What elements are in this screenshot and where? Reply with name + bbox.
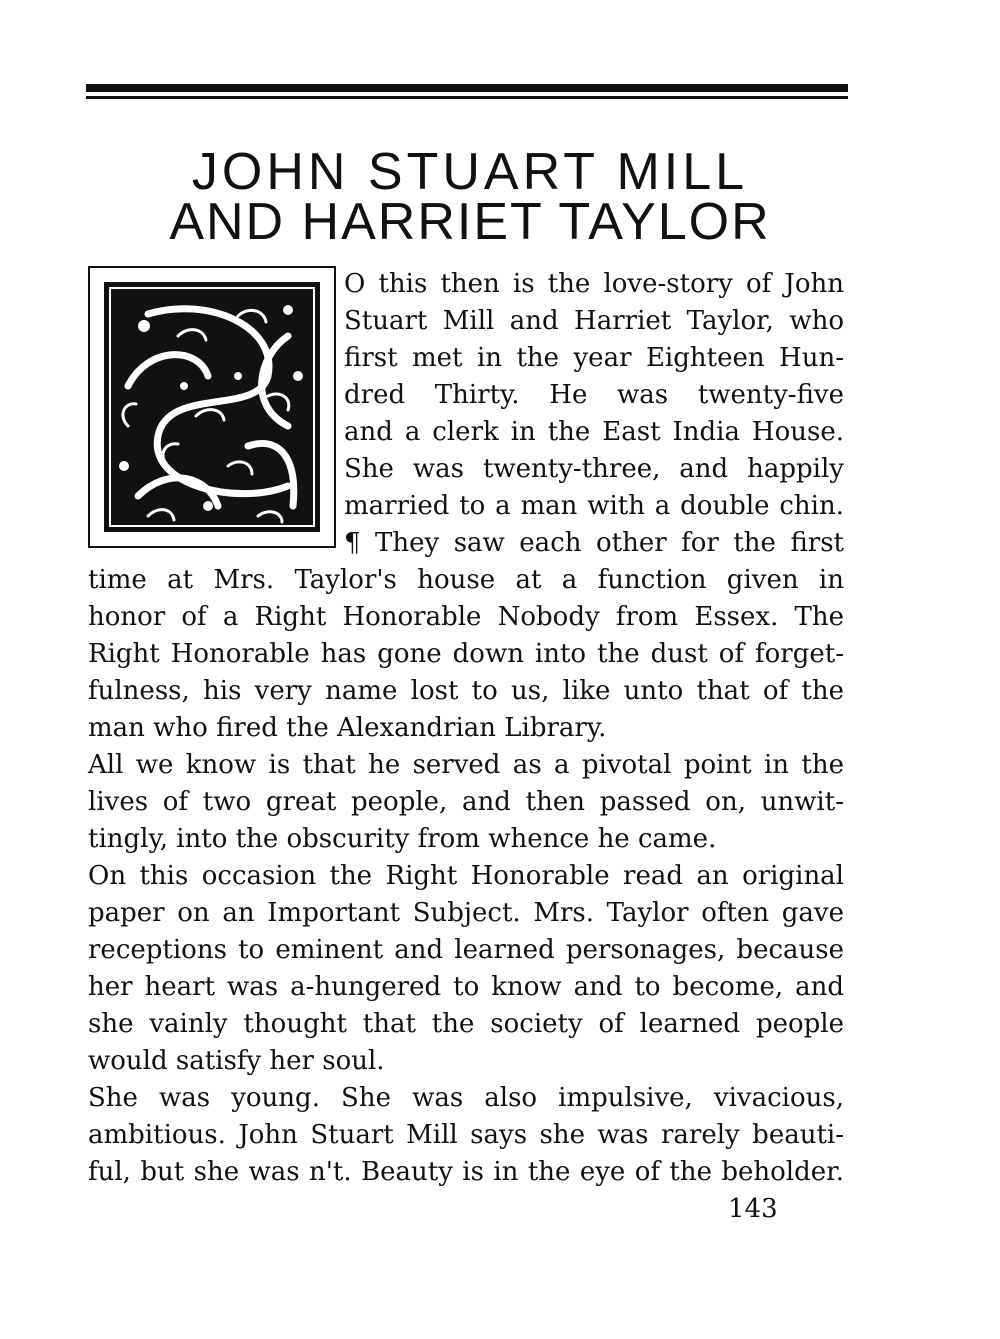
top-rule-thick	[86, 84, 848, 92]
text-line: ¶ They saw each other for the first	[344, 528, 844, 558]
text-line: O this then is the love-story of John	[344, 269, 844, 299]
text-line: fulness, his very name lost to us, like unto that of the	[88, 676, 844, 706]
text-line: All we know is that he served as a pivotal point in the	[88, 750, 844, 780]
page-number: 143	[728, 1194, 778, 1224]
text-line: married to a man with a double chin.	[344, 491, 844, 521]
text-line: dred Thirty. He was twenty-five	[344, 380, 844, 410]
text-line: ambitious. John Stuart Mill says she was rarely beauti-	[88, 1120, 844, 1150]
text-line: On this occasion the Right Honorable read an original	[88, 861, 844, 891]
text-line: paper on an Important Subject. Mrs. Taylor often gave	[88, 898, 844, 928]
text-line: receptions to eminent and learned personages, because	[88, 935, 844, 965]
chapter-title-line-2: AND HARRIET TAYLOR	[169, 193, 771, 251]
text-line: She was twenty-three, and happily	[344, 454, 844, 484]
text-line: She was young. She was also impulsive, vivacious,	[88, 1083, 844, 1113]
text-line: lives of two great people, and then passed on, unwit-	[88, 787, 844, 817]
text-line: Stuart Mill and Harriet Taylor, who	[344, 306, 844, 336]
text-line: time at Mrs. Taylor's house at a function given in	[88, 565, 844, 595]
text-line: her heart was a-hungered to know and to become, and	[88, 972, 844, 1002]
text-line: and a clerk in the East India House.	[344, 417, 844, 447]
text-line: tingly, into the obscurity from whence he came.	[88, 824, 717, 854]
text-line: first met in the year Eighteen Hun-	[344, 343, 844, 373]
text-line: she vainly thought that the society of learned people	[88, 1009, 844, 1039]
text-line: man who fired the Alexandrian Library.	[88, 713, 607, 743]
chapter-title-line-1: JOHN STUART MILL	[191, 143, 749, 201]
top-rule-thin	[86, 96, 848, 99]
text-line: would satisfy her soul.	[88, 1046, 385, 1076]
text-line: honor of a Right Honorable Nobody from Essex. The	[88, 602, 844, 632]
ornamental-vine-initial-icon	[88, 266, 336, 548]
text-line: ful, but she was n't. Beauty is in the eye of the beholder.	[88, 1157, 844, 1187]
text-line: Right Honorable has gone down into the dust of forget-	[88, 639, 844, 669]
